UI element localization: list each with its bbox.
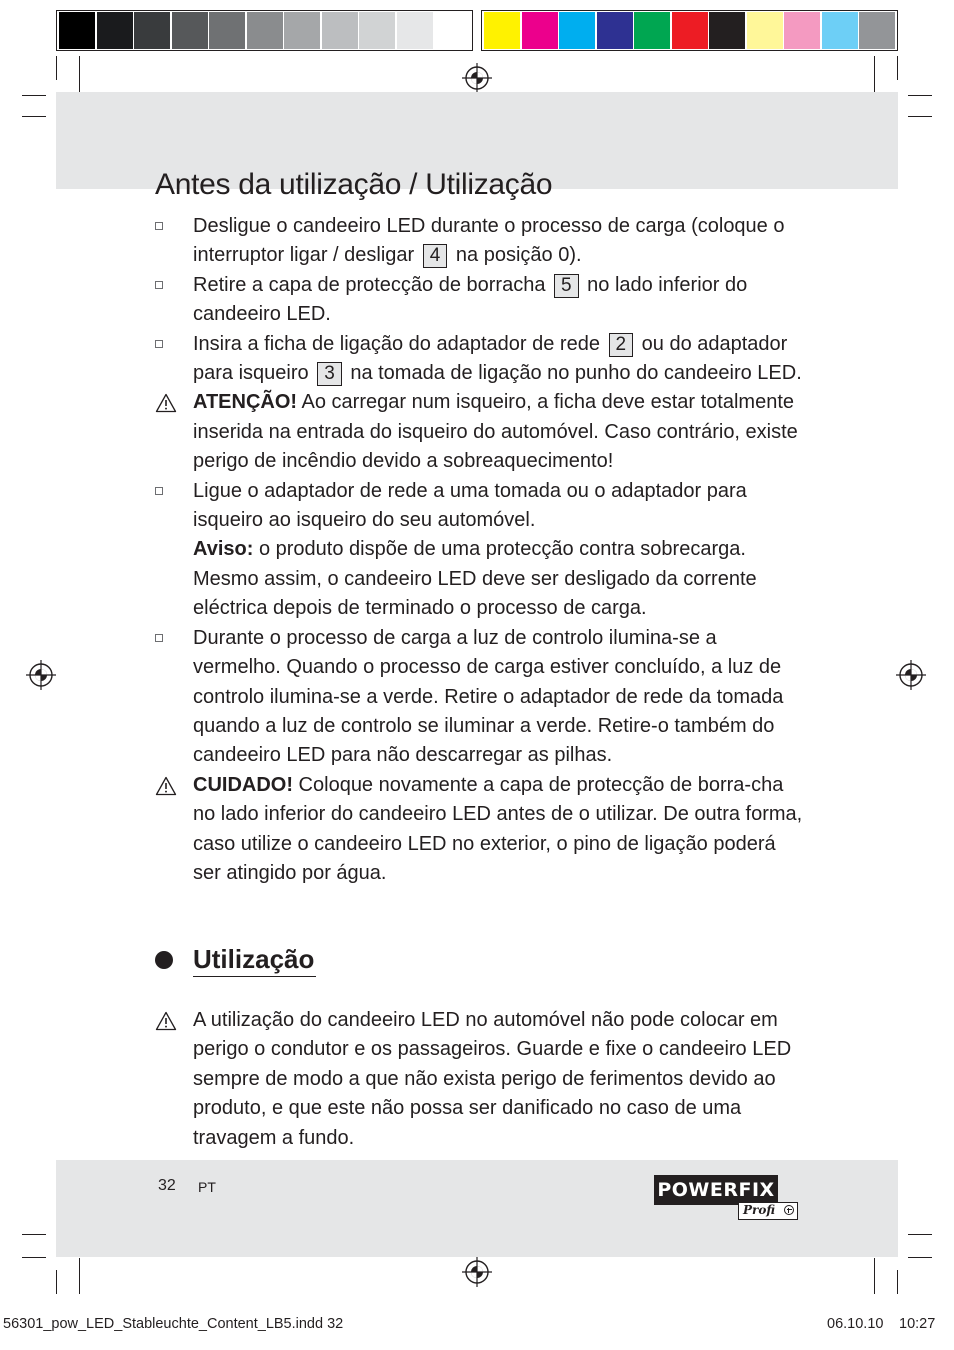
checkbox-bullet-icon [155, 222, 163, 230]
checkbox-bullet-icon [155, 340, 163, 348]
registration-mark-icon [462, 1257, 492, 1287]
warning-item [155, 1006, 805, 1153]
registration-mark-icon [896, 660, 926, 690]
gray-swatch [284, 12, 320, 49]
page-number: 32 [158, 1177, 176, 1194]
gray-swatch [209, 12, 245, 49]
checkbox-bullet-icon [155, 634, 163, 642]
page-title: Antes da utilização / Utilização [155, 168, 553, 202]
gray-swatch [247, 12, 283, 49]
list-item [155, 212, 805, 271]
color-swatch [822, 12, 858, 49]
item-text: Desligue o candeeiro LED durante o processo de carga (coloque o interruptor ligar / desligar 4 na posição 0). [193, 215, 785, 267]
gray-swatch [97, 12, 133, 49]
section-title: Utilização [193, 942, 316, 977]
checkbox-bullet-icon [155, 281, 163, 289]
item-text: CUIDADO! Coloque novamente a capa de protecção de borra-cha no lado inferior do candeeiro LED antes de o utilizar. De outra forma, caso utilize o candeeiro LED no exterior, o pino de ligação poderá ser atingido por água. [193, 773, 803, 884]
item-text: ATENÇÃO! Ao carregar num isqueiro, a ficha deve estar totalmente inserida na entrada do isqueiro do automóvel. Caso contrário, existe perigo de incêndio devido a sobreaquecimento! [193, 391, 798, 473]
color-swatch [559, 12, 595, 49]
list-item [155, 477, 805, 624]
color-swatch [784, 12, 820, 49]
instruction-list [155, 212, 805, 888]
part-reference-number: 3 [317, 362, 342, 386]
registration-mark-icon [462, 63, 492, 93]
color-swatch [484, 12, 520, 49]
warning-item [155, 771, 805, 889]
gray-swatch [172, 12, 208, 49]
color-swatch [634, 12, 670, 49]
gray-swatch [434, 12, 470, 49]
list-item [155, 330, 805, 389]
gray-swatch [134, 12, 170, 49]
color-swatch [522, 12, 558, 49]
bullet-dot-icon [155, 951, 173, 969]
checkbox-bullet-icon [155, 487, 163, 495]
plus-circle-icon [784, 1205, 794, 1215]
color-swatch [859, 12, 895, 49]
language-code: PT [198, 1179, 216, 1195]
warning-triangle-icon [155, 393, 177, 413]
item-text: A utilização do candeeiro LED no automóvel não pode colocar em perigo o condutor e os passageiros. Guarde e fixe o candeeiro LED sempre de modo a que não exista perigo de ferimentos devido ao produto, e que este não possa ser danificado no caso de uma travagem a fundo. [193, 1009, 792, 1149]
gray-swatch [397, 12, 433, 49]
warning-triangle-icon [155, 1011, 177, 1031]
item-text: Insira a ficha de ligação do adaptador de rede 2 ou do adaptador para isqueiro 3 na tomada de ligação no punho do candeeiro LED. [193, 332, 802, 385]
section-body [155, 1006, 805, 1153]
item-text: Ligue o adaptador de rede a uma tomada ou o adaptador para isqueiro ao isqueiro do seu automóvel. Aviso: o produto dispõe de uma protecção contra sobrecarga. Mesmo assim, o candeeiro LED deve ser desligado da corrente eléctrica depois de terminado o processo de carga. [193, 479, 757, 620]
list-item [155, 624, 805, 771]
item-text: Retire a capa de protecção de borracha 5 no lado inferior do candeeiro LED. [193, 273, 748, 326]
brand-sub: Profi [738, 1202, 798, 1220]
slug-filename: 56301_pow_LED_Stableuchte_Content_LB5.indd 32 [3, 1316, 344, 1332]
brand-name: POWERFIX [654, 1175, 778, 1205]
registration-mark-icon [26, 660, 56, 690]
gray-swatch [59, 12, 95, 49]
color-swatch [709, 12, 745, 49]
warning-item [155, 388, 805, 476]
gray-swatch [359, 12, 395, 49]
item-text: Durante o processo de carga a luz de controlo ilumina-se a vermelho. Quando o processo de carga estiver concluído, a luz de controlo ilumina-se a verde. Retire o adaptador de rede da tomada quando a luz de controlo se iluminar a verde. Retire-o também do candeeiro LED para não descarregar as pilhas. [193, 626, 784, 767]
part-reference-number: 4 [423, 244, 448, 268]
part-reference-number: 5 [554, 274, 579, 298]
emphasis-label: Aviso: [193, 538, 254, 561]
color-swatch [747, 12, 783, 49]
color-swatch [672, 12, 708, 49]
slug-date: 06.10.10 [827, 1316, 884, 1332]
emphasis-label: ATENÇÃO! [193, 391, 298, 414]
emphasis-label: CUIDADO! [193, 773, 293, 796]
powerfix-logo [654, 1175, 798, 1221]
gray-swatch [322, 12, 358, 49]
list-item [155, 271, 805, 330]
warning-triangle-icon [155, 776, 177, 796]
color-swatch [597, 12, 633, 49]
slug-time: 10:27 [899, 1316, 936, 1332]
part-reference-number: 2 [609, 333, 634, 357]
